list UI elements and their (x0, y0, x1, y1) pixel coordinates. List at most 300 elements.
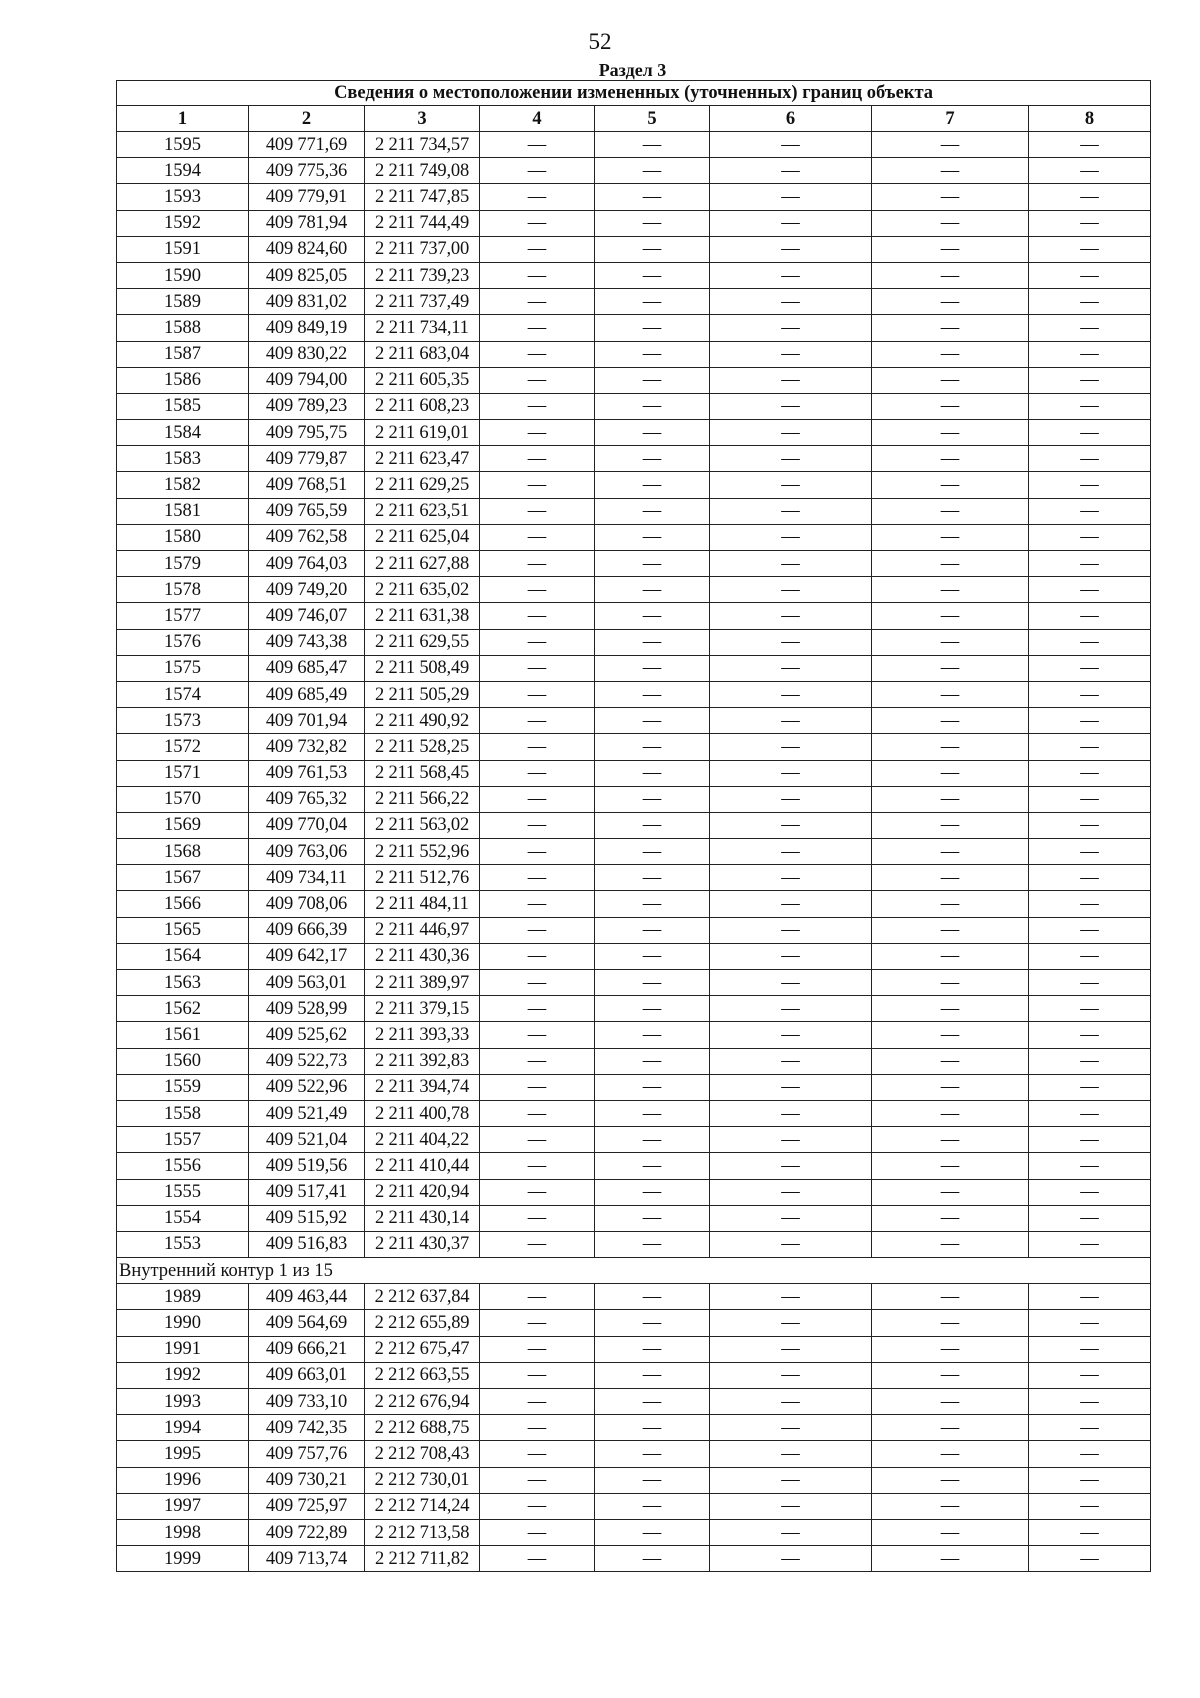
empty-value-cell: — (872, 1048, 1029, 1074)
point-number-cell: 1571 (117, 760, 249, 786)
empty-value-cell: — (872, 158, 1029, 184)
empty-value-cell: — (595, 1441, 710, 1467)
table-row (117, 577, 1151, 603)
table-row (117, 1074, 1151, 1100)
table-row (117, 393, 1151, 419)
empty-value-cell: — (480, 865, 595, 891)
empty-value-cell: — (595, 812, 710, 838)
empty-value-cell: — (480, 262, 595, 288)
empty-value-cell: — (872, 289, 1029, 315)
empty-value-cell: — (1029, 1336, 1151, 1362)
empty-value-cell: — (710, 1389, 872, 1415)
empty-value-cell: — (595, 1205, 710, 1231)
empty-value-cell: — (872, 1336, 1029, 1362)
empty-value-cell: — (1029, 158, 1151, 184)
y-coordinate-cell: 2 212 711,82 (365, 1546, 480, 1572)
empty-value-cell: — (872, 1441, 1029, 1467)
empty-value-cell: — (710, 184, 872, 210)
empty-value-cell: — (872, 786, 1029, 812)
y-coordinate-cell: 2 211 393,33 (365, 1022, 480, 1048)
empty-value-cell: — (872, 970, 1029, 996)
empty-value-cell: — (872, 341, 1029, 367)
column-number: 1 (117, 106, 249, 132)
empty-value-cell: — (710, 236, 872, 262)
y-coordinate-cell: 2 211 625,04 (365, 524, 480, 550)
table-row (117, 498, 1151, 524)
empty-value-cell: — (1029, 524, 1151, 550)
table-row (117, 367, 1151, 393)
empty-value-cell: — (480, 1467, 595, 1493)
empty-value-cell: — (1029, 1179, 1151, 1205)
table-row (117, 655, 1151, 681)
empty-value-cell: — (595, 1389, 710, 1415)
empty-value-cell: — (710, 681, 872, 707)
empty-value-cell: — (595, 708, 710, 734)
table-row (117, 996, 1151, 1022)
empty-value-cell: — (480, 1415, 595, 1441)
empty-value-cell: — (710, 577, 872, 603)
point-number-cell: 1586 (117, 367, 249, 393)
table-row (117, 472, 1151, 498)
empty-value-cell: — (1029, 1467, 1151, 1493)
table-row (117, 917, 1151, 943)
point-number-cell: 1574 (117, 681, 249, 707)
empty-value-cell: — (872, 184, 1029, 210)
empty-value-cell: — (872, 1519, 1029, 1545)
y-coordinate-cell: 2 211 629,25 (365, 472, 480, 498)
empty-value-cell: — (1029, 1519, 1151, 1545)
y-coordinate-cell: 2 211 734,11 (365, 315, 480, 341)
point-number-cell: 1992 (117, 1362, 249, 1388)
empty-value-cell: — (595, 760, 710, 786)
table-row (117, 891, 1151, 917)
empty-value-cell: — (480, 1127, 595, 1153)
contour-label-row (117, 1258, 1151, 1284)
y-coordinate-cell: 2 211 744,49 (365, 210, 480, 236)
empty-value-cell: — (480, 1441, 595, 1467)
empty-value-cell: — (872, 1205, 1029, 1231)
empty-value-cell: — (1029, 420, 1151, 446)
x-coordinate-cell: 409 734,11 (249, 865, 365, 891)
point-number-cell: 1560 (117, 1048, 249, 1074)
empty-value-cell: — (710, 708, 872, 734)
x-coordinate-cell: 409 722,89 (249, 1519, 365, 1545)
empty-value-cell: — (595, 603, 710, 629)
empty-value-cell: — (872, 629, 1029, 655)
table-row (117, 681, 1151, 707)
y-coordinate-cell: 2 211 389,97 (365, 970, 480, 996)
empty-value-cell: — (595, 158, 710, 184)
x-coordinate-cell: 409 516,83 (249, 1231, 365, 1257)
empty-value-cell: — (1029, 603, 1151, 629)
empty-value-cell: — (710, 1336, 872, 1362)
y-coordinate-cell: 2 212 637,84 (365, 1284, 480, 1310)
y-coordinate-cell: 2 211 528,25 (365, 734, 480, 760)
y-coordinate-cell: 2 211 605,35 (365, 367, 480, 393)
empty-value-cell: — (872, 393, 1029, 419)
empty-value-cell: — (1029, 1389, 1151, 1415)
y-coordinate-cell: 2 212 675,47 (365, 1336, 480, 1362)
table-row (117, 524, 1151, 550)
empty-value-cell: — (480, 1284, 595, 1310)
y-coordinate-cell: 2 211 552,96 (365, 839, 480, 865)
empty-value-cell: — (595, 1022, 710, 1048)
empty-value-cell: — (480, 367, 595, 393)
table-row (117, 262, 1151, 288)
empty-value-cell: — (872, 1415, 1029, 1441)
empty-value-cell: — (595, 917, 710, 943)
empty-value-cell: — (872, 1127, 1029, 1153)
table-row (117, 341, 1151, 367)
empty-value-cell: — (480, 1546, 595, 1572)
point-number-cell: 1594 (117, 158, 249, 184)
point-number-cell: 1561 (117, 1022, 249, 1048)
point-number-cell: 1559 (117, 1074, 249, 1100)
table-row (117, 1546, 1151, 1572)
table-row (117, 184, 1151, 210)
empty-value-cell: — (1029, 1205, 1151, 1231)
y-coordinate-cell: 2 211 739,23 (365, 262, 480, 288)
x-coordinate-cell: 409 713,74 (249, 1546, 365, 1572)
empty-value-cell: — (710, 603, 872, 629)
x-coordinate-cell: 409 563,01 (249, 970, 365, 996)
empty-value-cell: — (710, 917, 872, 943)
empty-value-cell: — (872, 1389, 1029, 1415)
point-number-cell: 1554 (117, 1205, 249, 1231)
table-row (117, 210, 1151, 236)
empty-value-cell: — (710, 524, 872, 550)
point-number-cell: 1558 (117, 1100, 249, 1126)
x-coordinate-cell: 409 663,01 (249, 1362, 365, 1388)
empty-value-cell: — (710, 1022, 872, 1048)
empty-value-cell: — (710, 1467, 872, 1493)
x-coordinate-cell: 409 746,07 (249, 603, 365, 629)
empty-value-cell: — (1029, 734, 1151, 760)
point-number-cell: 1583 (117, 446, 249, 472)
empty-value-cell: — (710, 1153, 872, 1179)
empty-value-cell: — (480, 236, 595, 262)
empty-value-cell: — (480, 996, 595, 1022)
empty-value-cell: — (480, 655, 595, 681)
x-coordinate-cell: 409 757,76 (249, 1441, 365, 1467)
table-row (117, 865, 1151, 891)
x-coordinate-cell: 409 795,75 (249, 420, 365, 446)
y-coordinate-cell: 2 211 392,83 (365, 1048, 480, 1074)
empty-value-cell: — (710, 1362, 872, 1388)
empty-value-cell: — (595, 184, 710, 210)
empty-value-cell: — (480, 420, 595, 446)
point-number-cell: 1563 (117, 970, 249, 996)
column-number-row (117, 106, 1151, 132)
table-row (117, 420, 1151, 446)
table-row (117, 1022, 1151, 1048)
empty-value-cell: — (595, 1546, 710, 1572)
point-number-cell: 1991 (117, 1336, 249, 1362)
table-row (117, 1493, 1151, 1519)
empty-value-cell: — (872, 943, 1029, 969)
empty-value-cell: — (480, 839, 595, 865)
x-coordinate-cell: 409 666,39 (249, 917, 365, 943)
empty-value-cell: — (710, 1441, 872, 1467)
empty-value-cell: — (595, 236, 710, 262)
empty-value-cell: — (1029, 1415, 1151, 1441)
x-coordinate-cell: 409 564,69 (249, 1310, 365, 1336)
x-coordinate-cell: 409 824,60 (249, 236, 365, 262)
empty-value-cell: — (872, 1231, 1029, 1257)
empty-value-cell: — (480, 1362, 595, 1388)
empty-value-cell: — (710, 839, 872, 865)
table-row (117, 1179, 1151, 1205)
empty-value-cell: — (872, 420, 1029, 446)
empty-value-cell: — (872, 1179, 1029, 1205)
empty-value-cell: — (710, 262, 872, 288)
empty-value-cell: — (872, 210, 1029, 236)
x-coordinate-cell: 409 779,87 (249, 446, 365, 472)
y-coordinate-cell: 2 211 505,29 (365, 681, 480, 707)
empty-value-cell: — (595, 629, 710, 655)
y-coordinate-cell: 2 211 683,04 (365, 341, 480, 367)
empty-value-cell: — (872, 524, 1029, 550)
table-row (117, 943, 1151, 969)
empty-value-cell: — (872, 760, 1029, 786)
empty-value-cell: — (710, 367, 872, 393)
y-coordinate-cell: 2 211 734,57 (365, 132, 480, 158)
x-coordinate-cell: 409 794,00 (249, 367, 365, 393)
x-coordinate-cell: 409 763,06 (249, 839, 365, 865)
empty-value-cell: — (480, 786, 595, 812)
empty-value-cell: — (595, 839, 710, 865)
point-number-cell: 1564 (117, 943, 249, 969)
x-coordinate-cell: 409 517,41 (249, 1179, 365, 1205)
column-number: 5 (595, 106, 710, 132)
y-coordinate-cell: 2 211 737,00 (365, 236, 480, 262)
point-number-cell: 1582 (117, 472, 249, 498)
empty-value-cell: — (872, 1467, 1029, 1493)
column-number: 6 (710, 106, 872, 132)
empty-value-cell: — (595, 1415, 710, 1441)
y-coordinate-cell: 2 212 708,43 (365, 1441, 480, 1467)
empty-value-cell: — (595, 420, 710, 446)
point-number-cell: 1572 (117, 734, 249, 760)
empty-value-cell: — (480, 210, 595, 236)
point-number-cell: 1996 (117, 1467, 249, 1493)
empty-value-cell: — (595, 446, 710, 472)
x-coordinate-cell: 409 775,36 (249, 158, 365, 184)
empty-value-cell: — (872, 1310, 1029, 1336)
boundary-coordinates-table (116, 80, 1151, 1572)
empty-value-cell: — (710, 1310, 872, 1336)
empty-value-cell: — (872, 603, 1029, 629)
empty-value-cell: — (480, 760, 595, 786)
column-number: 3 (365, 106, 480, 132)
empty-value-cell: — (872, 1100, 1029, 1126)
empty-value-cell: — (710, 1231, 872, 1257)
empty-value-cell: — (480, 132, 595, 158)
empty-value-cell: — (1029, 577, 1151, 603)
empty-value-cell: — (710, 996, 872, 1022)
x-coordinate-cell: 409 528,99 (249, 996, 365, 1022)
table-row (117, 1519, 1151, 1545)
y-coordinate-cell: 2 211 749,08 (365, 158, 480, 184)
empty-value-cell: — (1029, 943, 1151, 969)
empty-value-cell: — (1029, 551, 1151, 577)
empty-value-cell: — (1029, 1022, 1151, 1048)
x-coordinate-cell: 409 742,35 (249, 1415, 365, 1441)
empty-value-cell: — (1029, 865, 1151, 891)
empty-value-cell: — (595, 498, 710, 524)
empty-value-cell: — (1029, 1546, 1151, 1572)
empty-value-cell: — (710, 289, 872, 315)
empty-value-cell: — (710, 1100, 872, 1126)
empty-value-cell: — (1029, 236, 1151, 262)
y-coordinate-cell: 2 211 629,55 (365, 629, 480, 655)
empty-value-cell: — (710, 891, 872, 917)
point-number-cell: 1580 (117, 524, 249, 550)
x-coordinate-cell: 409 708,06 (249, 891, 365, 917)
x-coordinate-cell: 409 521,49 (249, 1100, 365, 1126)
empty-value-cell: — (595, 1048, 710, 1074)
empty-value-cell: — (872, 812, 1029, 838)
point-number-cell: 1556 (117, 1153, 249, 1179)
empty-value-cell: — (595, 1231, 710, 1257)
y-coordinate-cell: 2 211 619,01 (365, 420, 480, 446)
x-coordinate-cell: 409 781,94 (249, 210, 365, 236)
x-coordinate-cell: 409 764,03 (249, 551, 365, 577)
empty-value-cell: — (595, 996, 710, 1022)
empty-value-cell: — (595, 1467, 710, 1493)
empty-value-cell: — (1029, 367, 1151, 393)
point-number-cell: 1595 (117, 132, 249, 158)
empty-value-cell: — (710, 1284, 872, 1310)
empty-value-cell: — (872, 891, 1029, 917)
y-coordinate-cell: 2 212 714,24 (365, 1493, 480, 1519)
empty-value-cell: — (1029, 184, 1151, 210)
point-number-cell: 1590 (117, 262, 249, 288)
y-coordinate-cell: 2 211 410,44 (365, 1153, 480, 1179)
y-coordinate-cell: 2 212 713,58 (365, 1519, 480, 1545)
empty-value-cell: — (1029, 681, 1151, 707)
point-number-cell: 1994 (117, 1415, 249, 1441)
x-coordinate-cell: 409 830,22 (249, 341, 365, 367)
empty-value-cell: — (595, 472, 710, 498)
empty-value-cell: — (1029, 393, 1151, 419)
empty-value-cell: — (595, 1179, 710, 1205)
point-number-cell: 1990 (117, 1310, 249, 1336)
empty-value-cell: — (480, 970, 595, 996)
table-row (117, 760, 1151, 786)
empty-value-cell: — (710, 341, 872, 367)
x-coordinate-cell: 409 521,04 (249, 1127, 365, 1153)
x-coordinate-cell: 409 771,69 (249, 132, 365, 158)
empty-value-cell: — (1029, 446, 1151, 472)
empty-value-cell: — (872, 681, 1029, 707)
empty-value-cell: — (595, 734, 710, 760)
empty-value-cell: — (480, 1310, 595, 1336)
table-row (117, 970, 1151, 996)
empty-value-cell: — (595, 1127, 710, 1153)
x-coordinate-cell: 409 765,59 (249, 498, 365, 524)
point-number-cell: 1577 (117, 603, 249, 629)
y-coordinate-cell: 2 211 420,94 (365, 1179, 480, 1205)
empty-value-cell: — (710, 1415, 872, 1441)
empty-value-cell: — (1029, 708, 1151, 734)
empty-value-cell: — (480, 1519, 595, 1545)
table-row (117, 708, 1151, 734)
empty-value-cell: — (480, 1205, 595, 1231)
empty-value-cell: — (872, 1284, 1029, 1310)
empty-value-cell: — (710, 865, 872, 891)
table-row (117, 1231, 1151, 1257)
empty-value-cell: — (1029, 1048, 1151, 1074)
empty-value-cell: — (1029, 970, 1151, 996)
point-number-cell: 1568 (117, 839, 249, 865)
empty-value-cell: — (595, 943, 710, 969)
x-coordinate-cell: 409 733,10 (249, 1389, 365, 1415)
x-coordinate-cell: 409 519,56 (249, 1153, 365, 1179)
x-coordinate-cell: 409 762,58 (249, 524, 365, 550)
empty-value-cell: — (480, 289, 595, 315)
empty-value-cell: — (480, 446, 595, 472)
y-coordinate-cell: 2 211 623,51 (365, 498, 480, 524)
point-number-cell: 1997 (117, 1493, 249, 1519)
empty-value-cell: — (595, 289, 710, 315)
y-coordinate-cell: 2 211 490,92 (365, 708, 480, 734)
empty-value-cell: — (710, 498, 872, 524)
y-coordinate-cell: 2 211 631,38 (365, 603, 480, 629)
empty-value-cell: — (872, 1546, 1029, 1572)
empty-value-cell: — (872, 132, 1029, 158)
y-coordinate-cell: 2 211 635,02 (365, 577, 480, 603)
empty-value-cell: — (480, 551, 595, 577)
empty-value-cell: — (595, 786, 710, 812)
empty-value-cell: — (1029, 655, 1151, 681)
y-coordinate-cell: 2 211 446,97 (365, 917, 480, 943)
empty-value-cell: — (872, 472, 1029, 498)
empty-value-cell: — (595, 1310, 710, 1336)
empty-value-cell: — (872, 1074, 1029, 1100)
empty-value-cell: — (595, 1100, 710, 1126)
empty-value-cell: — (480, 917, 595, 943)
x-coordinate-cell: 409 642,17 (249, 943, 365, 969)
empty-value-cell: — (595, 551, 710, 577)
table-row (117, 839, 1151, 865)
table-row (117, 289, 1151, 315)
point-number-cell: 1591 (117, 236, 249, 262)
empty-value-cell: — (595, 1153, 710, 1179)
point-number-cell: 1585 (117, 393, 249, 419)
y-coordinate-cell: 2 211 400,78 (365, 1100, 480, 1126)
empty-value-cell: — (1029, 1362, 1151, 1388)
y-coordinate-cell: 2 211 379,15 (365, 996, 480, 1022)
empty-value-cell: — (480, 1100, 595, 1126)
empty-value-cell: — (480, 577, 595, 603)
empty-value-cell: — (872, 367, 1029, 393)
point-number-cell: 1576 (117, 629, 249, 655)
empty-value-cell: — (710, 446, 872, 472)
empty-value-cell: — (710, 734, 872, 760)
table-row (117, 603, 1151, 629)
empty-value-cell: — (710, 812, 872, 838)
empty-value-cell: — (872, 1493, 1029, 1519)
y-coordinate-cell: 2 212 688,75 (365, 1415, 480, 1441)
contour-label: Внутренний контур 1 из 15 (117, 1258, 1151, 1284)
empty-value-cell: — (1029, 812, 1151, 838)
empty-value-cell: — (480, 708, 595, 734)
point-number-cell: 1587 (117, 341, 249, 367)
table-row (117, 1127, 1151, 1153)
empty-value-cell: — (1029, 315, 1151, 341)
table-row (117, 236, 1151, 262)
